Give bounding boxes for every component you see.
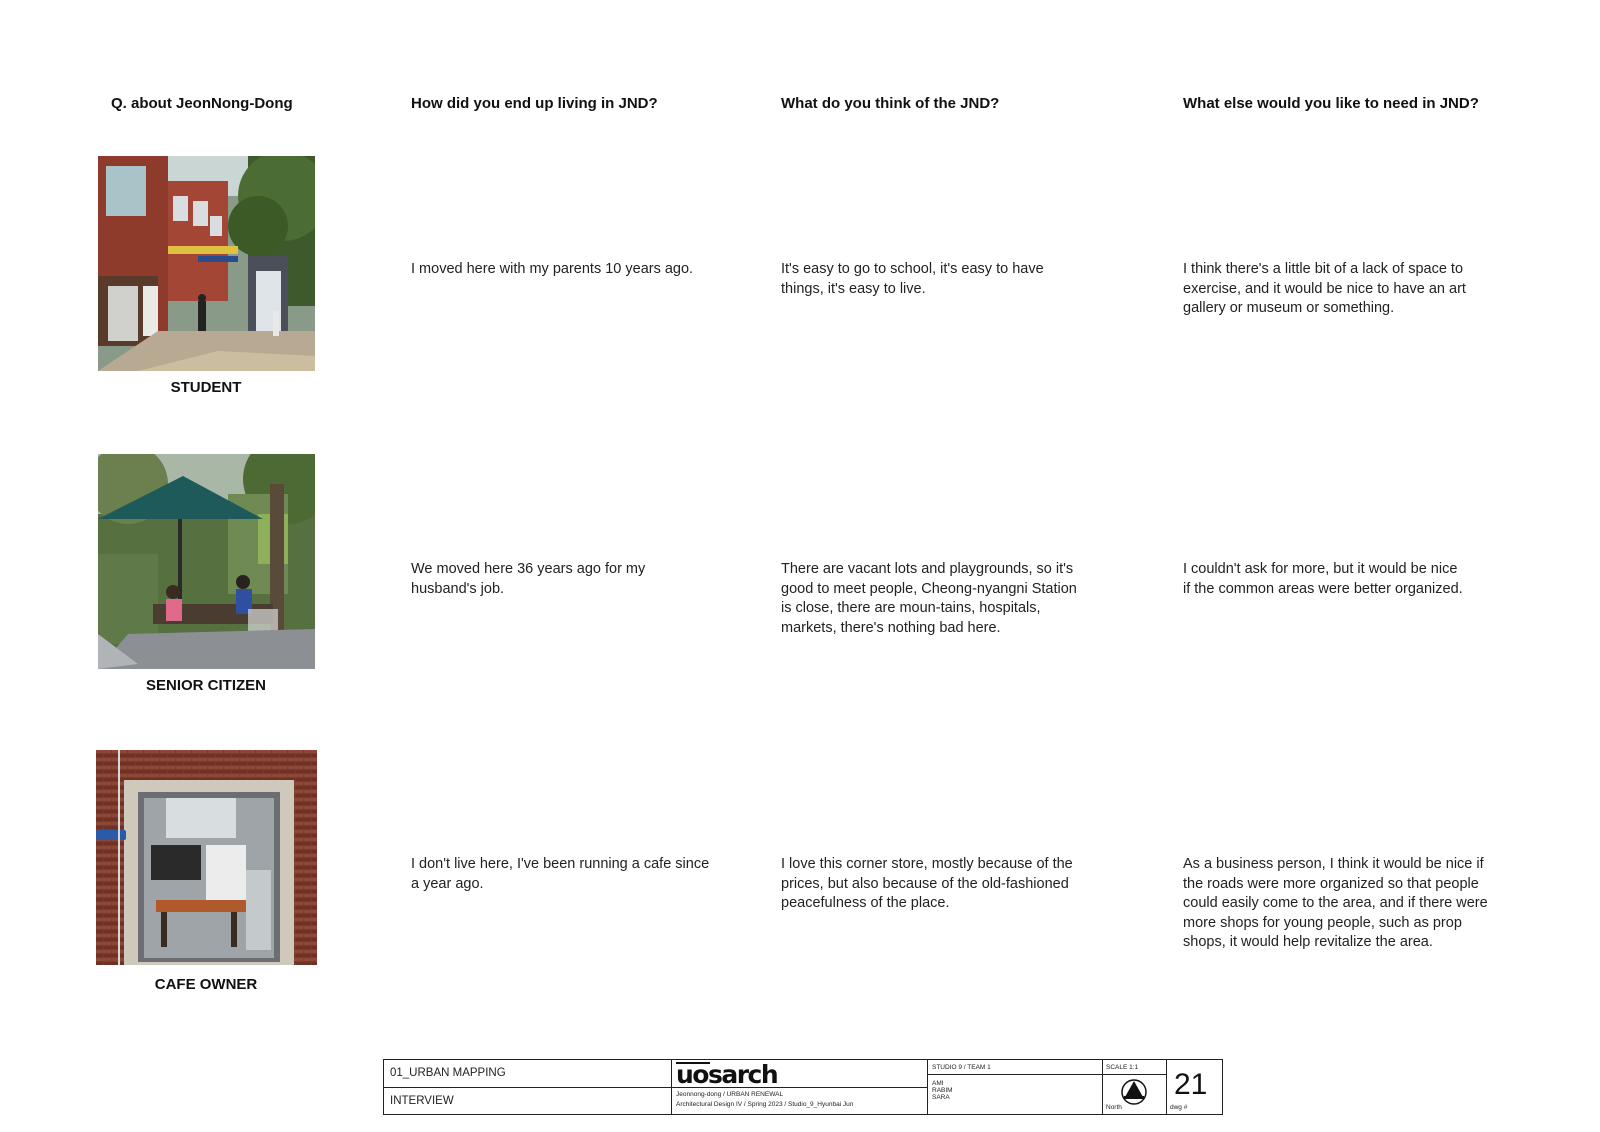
umbrella-seating-photo <box>98 454 315 669</box>
title-block <box>383 1059 1223 1115</box>
answer-need: I think there's a little bit of a lack of space to exercise, and it would be nice to have an art gallery or museum or something. <box>1183 261 1466 316</box>
course-info: Architectural Design IV / Spring 2023 / Studio_9_Hyunbai Jun <box>676 1101 854 1108</box>
answer-need: As a business person, I think it would be nice if the roads were more organized so that people could easily come to the area, and if there were more shops for young people, such as prop shops, it would help revitalize the area. <box>1183 856 1488 950</box>
answer-think-of: There are vacant lots and playgrounds, so it's good to meet people, Cheong-nyangni Station is close, there are moun-tains, hospitals, markets, there's nothing bad here. <box>781 561 1077 636</box>
dwg-label: dwg # <box>1170 1104 1188 1111</box>
north-label: North <box>1106 1104 1122 1111</box>
street-shops-photo <box>98 156 315 371</box>
member-name: SARA <box>932 1094 950 1101</box>
role-label: SENIOR CITIZEN <box>145 677 266 694</box>
role-label: STUDENT <box>170 379 242 396</box>
cafe-storefront-photo <box>96 750 317 965</box>
sheet-title: INTERVIEW <box>390 1095 454 1107</box>
header-think-of: What do you think of the JND? <box>781 95 1000 112</box>
header-question: Q. about JeonNong-Dong <box>111 95 293 112</box>
member-name: RABIM <box>932 1087 953 1094</box>
project-name: Jeonnong-dong / URBAN RENEWAL <box>676 1091 784 1098</box>
uosarch-logo: uosarch <box>676 1060 778 1089</box>
north-arrow-icon <box>1120 1078 1148 1106</box>
answer-think-of: It's easy to go to school, it's easy to have things, it's easy to live. <box>781 261 1044 297</box>
answer-think-of: I love this corner store, mostly because of the prices, but also because of the old-fashioned peacefulness of the place. <box>781 856 1073 911</box>
answer-how-living: I moved here with my parents 10 years ago. <box>411 261 694 277</box>
member-name: AMI <box>932 1080 944 1087</box>
answer-how-living: I don't live here, I've been running a cafe since a year ago. <box>411 856 710 892</box>
page-number: 21 <box>1174 1068 1208 1101</box>
answer-how-living: We moved here 36 years ago for my husband's job. <box>411 561 646 597</box>
section-title: 01_URBAN MAPPING <box>390 1067 506 1079</box>
header-need: What else would you like to need in JND? <box>1183 95 1479 112</box>
header-how-living: How did you end up living in JND? <box>411 95 658 112</box>
studio-team: STUDIO 9 / TEAM 1 <box>932 1064 991 1071</box>
role-label: CAFE OWNER <box>154 976 258 993</box>
answer-need: I couldn't ask for more, but it would be nice if the common areas were better organized. <box>1183 561 1463 597</box>
scale-label: SCALE 1:1 <box>1106 1064 1139 1071</box>
